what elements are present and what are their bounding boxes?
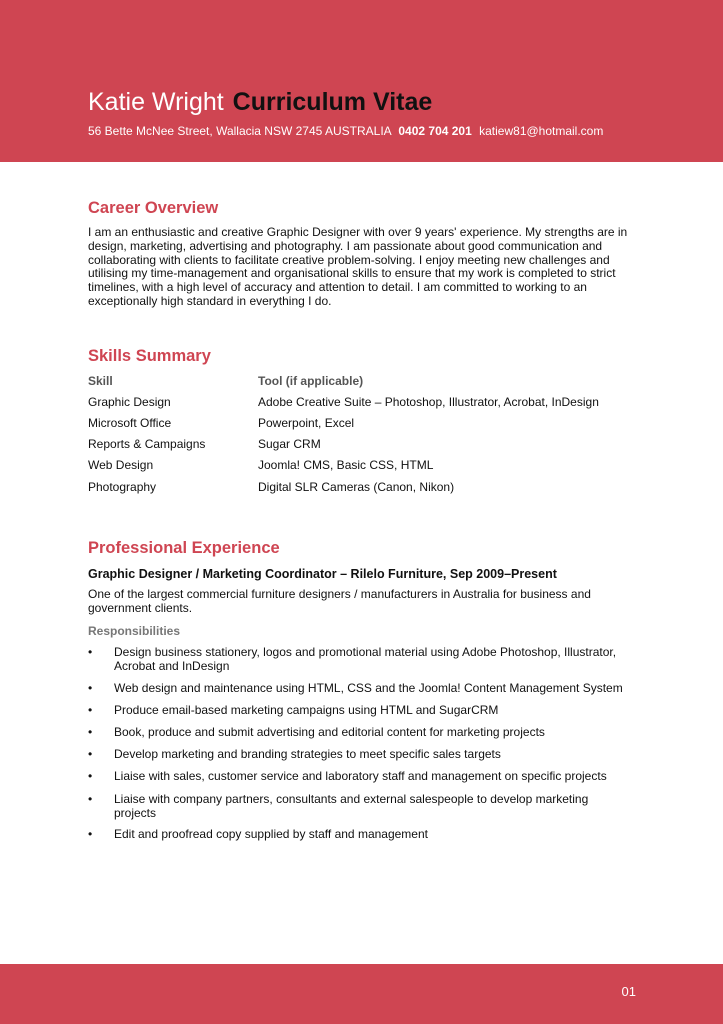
skill-tool: Digital SLR Cameras (Canon, Nikon): [258, 480, 455, 494]
career-overview-text: I am an enthusiastic and creative Graphic Designer with over 9 years' experience. My strengths are in design, marketing, advertising and photography. I am passionate about good communication and collaborating with clients to facilitate creative problem-solving. I enjoy meeting new challenges and utilising my time-management and organisational skills to ensure that my work is completed to strict timelines, with a high level of accuracy and attention to detail. I am committed to working to an exceptionally high standard in everything I do.: [88, 225, 628, 308]
bullet-icon: •: [88, 827, 93, 841]
document-title: Curriculum Vitae: [232, 88, 433, 116]
bullet-icon: •: [88, 747, 93, 761]
skill-tool: Joomla! CMS, Basic CSS, HTML: [258, 458, 434, 472]
responsibility-text: Web design and maintenance using HTML, CSS and the Joomla! Content Management System: [114, 681, 623, 695]
responsibility-text: Liaise with sales, customer service and laboratory staff and management on specific projects: [114, 769, 607, 783]
responsibility-text: Develop marketing and branding strategies to meet specific sales targets: [114, 747, 501, 761]
address: 56 Bette McNee Street, Wallacia NSW 2745 AUSTRALIA: [88, 124, 392, 138]
career-overview-title: Career Overview: [88, 199, 219, 217]
skill-row: [0, 394, 723, 412]
bullet-icon: •: [88, 792, 93, 806]
document-heading: [88, 86, 432, 118]
skill-name: Reports & Campaigns: [88, 437, 206, 451]
email-address: katiew81@hotmail.com: [479, 124, 604, 138]
responsibility-text: Book, produce and submit advertising and editorial content for marketing projects: [114, 725, 545, 739]
skill-row: [0, 479, 723, 497]
responsibilities-heading: Responsibilities: [88, 624, 181, 638]
bullet-icon: •: [88, 703, 93, 717]
bullet-icon: •: [88, 725, 93, 739]
responsibility-text: Edit and proofread copy supplied by staff and management: [114, 827, 428, 841]
skill-tool: Sugar CRM: [258, 437, 321, 451]
professional-experience-title: Professional Experience: [88, 539, 280, 557]
skill-name: Web Design: [88, 458, 154, 472]
header-banner: [0, 0, 723, 162]
skills-column-tool: Tool (if applicable): [258, 374, 364, 388]
page-number: 01: [621, 984, 636, 999]
skill-name: Photography: [88, 480, 157, 494]
skill-tool: Adobe Creative Suite – Photoshop, Illustrator, Acrobat, InDesign: [258, 395, 599, 409]
skill-tool: Powerpoint, Excel: [258, 416, 355, 430]
skills-summary-title: Skills Summary: [88, 347, 211, 365]
skill-name: Microsoft Office: [88, 416, 172, 430]
job-title: Graphic Designer / Marketing Coordinator – Rilelo Furniture, Sep 2009–Present: [88, 567, 557, 581]
footer-banner: [0, 964, 723, 1024]
applicant-name: Katie Wright: [88, 88, 224, 116]
bullet-icon: •: [88, 769, 93, 783]
contact-details: [88, 123, 603, 139]
responsibility-text: Produce email-based marketing campaigns using HTML and SugarCRM: [114, 703, 499, 717]
job-description: One of the largest commercial furniture designers / manufacturers in Australia for business and government clients.: [88, 587, 591, 615]
skill-name: Graphic Design: [88, 395, 171, 409]
skills-column-skill: Skill: [88, 374, 113, 388]
responsibility-text: Design business stationery, logos and promotional material using Adobe Photoshop, Illustrator, Acrobat and InDesign: [114, 645, 617, 673]
responsibility-text: Liaise with company partners, consultants and external salespeople to develop marketing projects: [114, 792, 589, 820]
skill-row: [0, 457, 723, 475]
bullet-icon: •: [88, 645, 93, 659]
skill-row: [0, 436, 723, 454]
phone-number: 0402 704 201: [398, 124, 472, 138]
skill-row: [0, 415, 723, 433]
bullet-icon: •: [88, 681, 93, 695]
